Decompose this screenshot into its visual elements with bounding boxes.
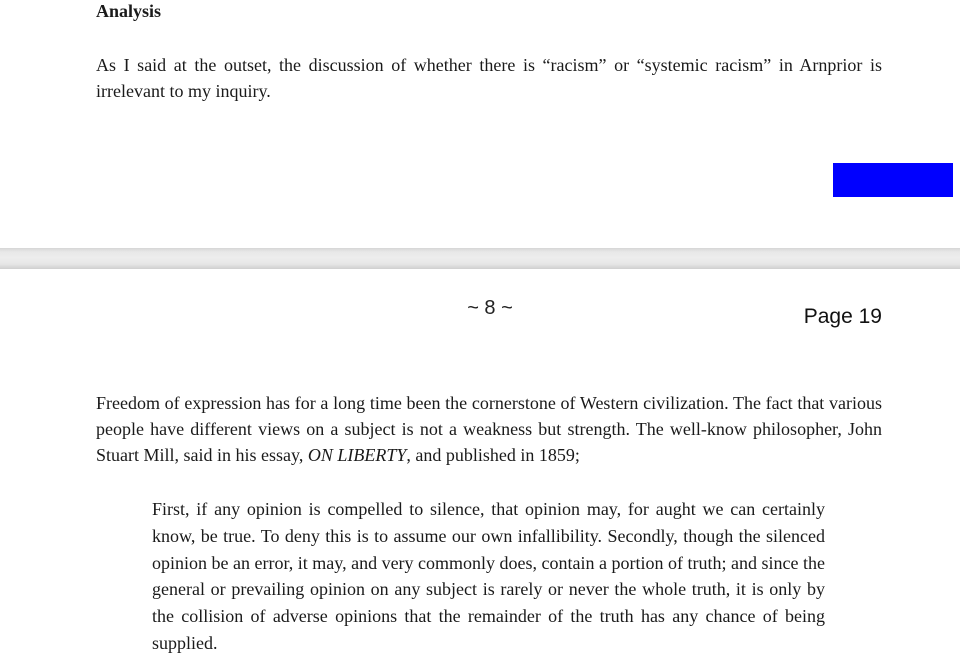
page-label: Page 19 <box>803 305 882 328</box>
upper-page <box>0 0 960 248</box>
redaction-block <box>833 163 953 197</box>
paragraph-text-after: , and published in 1859; <box>406 445 580 465</box>
freedom-paragraph <box>96 390 882 468</box>
analysis-paragraph: As I said at the outset, the discussion of whether there is “racism” or “systemic racism” in Arnprior is irrelevant to my inquiry. <box>96 55 882 101</box>
page-separator <box>0 248 960 269</box>
section-heading: Analysis <box>96 1 162 21</box>
block-quote: First, if any opinion is compelled to silence, that opinion may, for aught we can certainly know, be true. To deny this is to assume our own infallibility. Secondly, though the silenced opinion be an error, it may, and very commonly does, contain a portion of truth; and since the general or prevailing opinion on any subject is rarely or never the whole truth, it is only by the collision of adverse opinions that the remainder of the truth has any chance of being supplied. <box>152 499 825 653</box>
essay-title: ON LIBERTY <box>307 445 407 465</box>
paragraph-text-before: Freedom of expression has for a long time been the cornerstone of Western civilization. The fact that various people have different views on a subject is not a weakness but strength. The well-know philosopher, John Stuart Mill, said in his essay, <box>96 393 882 465</box>
page-footer-number: ~ 8 ~ <box>467 297 513 319</box>
